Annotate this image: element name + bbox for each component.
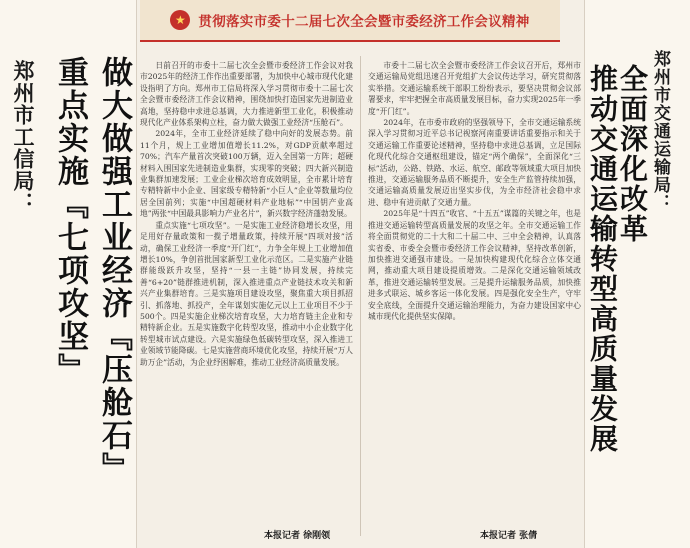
left-byline: 本报记者 徐刚领 xyxy=(264,531,331,541)
party-emblem-icon: ★ xyxy=(170,10,190,30)
banner-text: 贯彻落实市委十二届七次全会暨市委经济工作会议精神 xyxy=(198,14,530,30)
left-paragraph: 重点实施“七项攻坚”。一是实施工业经济稳增长攻坚，用足用好存量政策和一揽子增量政策，持续开展“四项对接”活动，确保工业经济一季度“开门红”，力争全年规上工业增加值增长10%，争创首批国家新型工业化示范区。二是实施产业链群能级跃升攻坚，坚持“一县一主链”协同发展，持续完善“6+20”链群推进机制，深入推进重点产业链技术攻关和新兴产业集群培育。三是实施项目建设攻坚，聚焦重大项目抓招引、抓落地、抓投产，全年谋划实施亿元以上工业项目不少于500个。四是实施企业梯次培育攻坚，大力培育链主企业和专精特新企业。五是实施数字化转型攻坚，推动中小企业数字化转型城市试点建设。六是实施绿色低碳转型攻坚，深入推进工业领域节能降碳。七是实施营商环境优化攻坚，持续开展“万人助万企”活动，为企业纾困解难，推动工业经济高质量发展。 xyxy=(140,220,353,367)
right-paragraph: 2025年是“十四五”收官、“十五五”谋篇的关键之年，也是推进交通运输转型高质量发展的攻坚之年。全市交通运输工作将全面贯彻党的二十大和二十届二中、三中全会精神，认真落实省委、市委全会暨市委经济工作会议精神，坚持改革创新，加快推进交通强市建设。一是加快构建现代化综合立体交通网，推动重大项目建设提质增效。二是深化交通运输领域改革，推进交通运输转型发展。三是提升运输服务品质，加快推进多式联运、城乡客运一体化发展。四是强化安全生产，守牢安全底线，全面提升交通运输治理能力，为奋力建设国家中心城市现代化提供坚实保障。 xyxy=(368,209,581,321)
right-paragraph: 市委十二届七次全会暨市委经济工作会议召开后，郑州市交通运输局党组迅速召开党组扩大会议传达学习，研究贯彻落实举措。交通运输系统干部职工纷纷表示，要坚决贯彻会议部署要求，牢牢把握全市高质量发展目标，奋力实现2025年一季度“开门红”。 xyxy=(368,61,581,116)
right-article-source: 郑州市交通运输局： xyxy=(650,50,670,212)
left-article-source: 郑州市工信局： xyxy=(11,60,35,214)
left-article-body xyxy=(140,60,353,520)
right-article-title-line2: 推动交通运输转型高质量发展 xyxy=(586,64,619,454)
left-paragraph: 日前召开的市委十二届七次全会暨市委经济工作会议对我市2025年的经济工作作出重要部署，为加快中心城市现代化建设指明了方向。郑州市工信局将深入学习贯彻市委十二届七次全会暨市委经济工作会议精神，围绕加快打造国家先进制造业高地，坚持稳中求进总基调，大力推进新型工业化，积极推动现代化产业体系架构立柱，奋力做大做强工业经济“压舱石”。 xyxy=(140,61,353,128)
left-article-title-line2: 重点实施『七项攻坚』 xyxy=(52,56,88,386)
right-article-body xyxy=(368,60,581,520)
right-byline: 本报记者 张倩 xyxy=(480,531,538,541)
right-paragraph: 2024年，在市委市政府的坚强领导下，全市交通运输系统深入学习贯彻习近平总书记视察河南重要讲话重要指示和关于交通运输工作重要论述精神，坚持稳中求进总基调，立足国际化现代化综合交通枢纽建设，锚定“两个确保”，全面深化“三标”活动，公路、铁路、水运、航空、邮政等领域重大项目加快推进，交通运输服务品质不断提升，安全生产监管持续加强，交通运输高质量发展迈出坚实步伐，为全市经济社会稳中求进、稳中有进贡献了交通力量。 xyxy=(368,118,581,207)
column-divider xyxy=(360,56,361,536)
left-article-title-line1: 做大做强工业经济『压舱石』 xyxy=(96,56,132,485)
header-banner xyxy=(140,0,560,42)
right-article-title-line1: 全面深化改革 xyxy=(616,64,649,244)
left-paragraph: 2024年，全市工业经济延续了稳中向好的发展态势。前11个月，规上工业增加值增长11.2%，对GDP贡献率超过70%；汽车产量首次突破100万辆，迈入全国第一方阵；超硬材料入围国家先进制造业集群，实现零的突破；四大新兴制造业集群加速发展；工业企业梯次培育成效明显，全市累计培育专精特新中小企业、国家级专精特新“小巨人”企业等数量均位居全国前列；实施“中国超硬材料产业地标”“中国钥产业高地”两张“中国最具影响力产业名片”，新兴数字经济蓬勃发展。 xyxy=(140,129,353,219)
